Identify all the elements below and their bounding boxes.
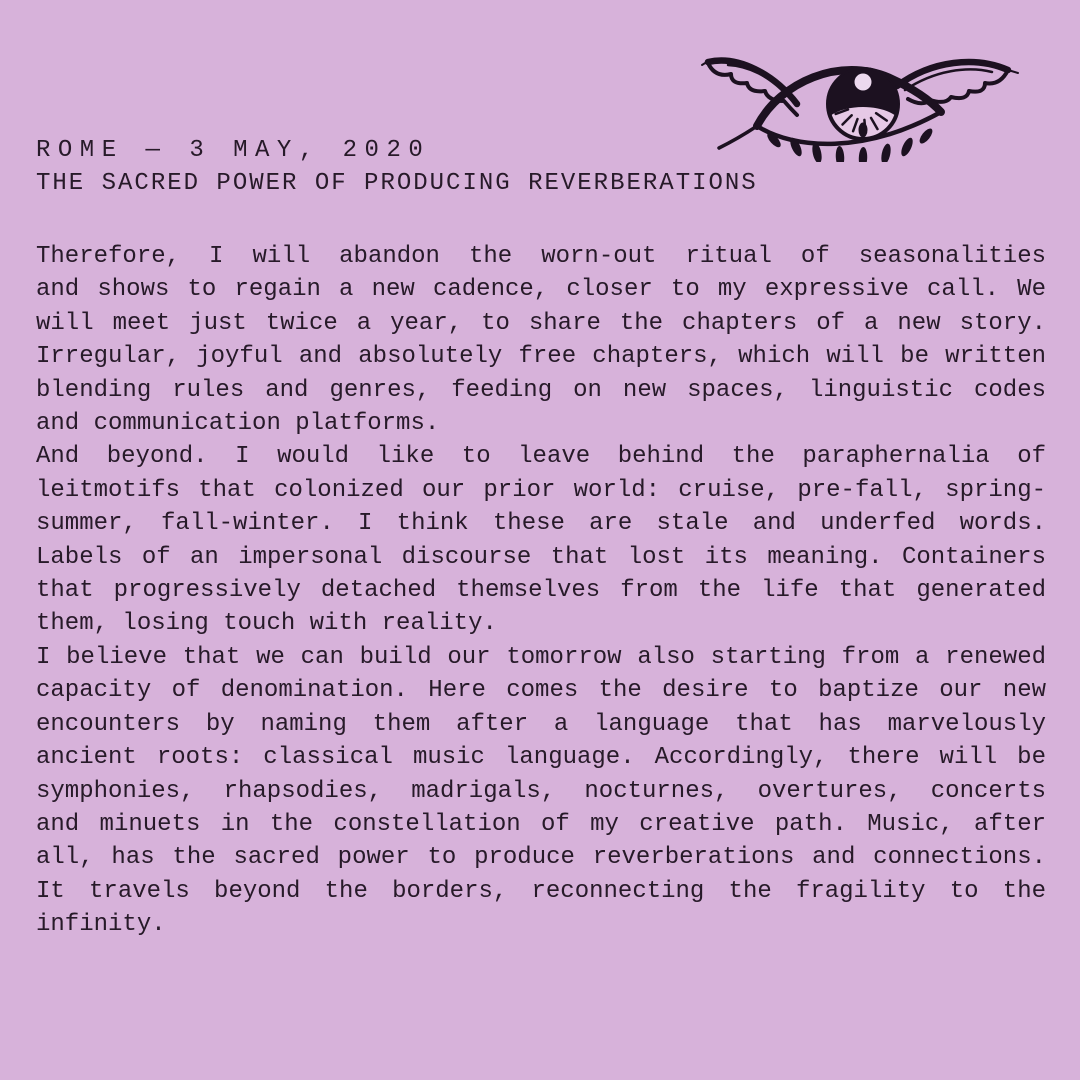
dateline: ROME — 3 MAY, 2020 bbox=[36, 137, 431, 164]
letter-line: summer, fall-winter. I think these are stale and underfed words. bbox=[36, 510, 1046, 538]
letter-body bbox=[36, 240, 1046, 942]
paragraph bbox=[36, 641, 1046, 942]
letter-line: infinity. bbox=[36, 911, 166, 939]
letter-line: blending rules and genres, feeding on new spaces, linguistic codes bbox=[36, 376, 1046, 404]
letter-header bbox=[36, 134, 1046, 201]
letter-line: and communication platforms. bbox=[36, 410, 440, 438]
letter-line: ancient roots: classical music language. Accordingly, there will be bbox=[36, 744, 1046, 772]
letter-line: all, has the sacred power to produce reverberations and connections. bbox=[36, 844, 1046, 872]
letter-line: capacity of denomination. Here comes the desire to baptize our new bbox=[36, 677, 1046, 705]
letter-line: Labels of an impersonal discourse that lost its meaning. Containers bbox=[36, 543, 1046, 571]
letter-line: It travels beyond the borders, reconnecting the fragility to the bbox=[36, 877, 1046, 905]
letter-line: encounters by naming them after a language that has marvelously bbox=[36, 710, 1046, 738]
letter-line: I believe that we can build our tomorrow also starting from a renewed bbox=[36, 643, 1046, 671]
letter-line: Therefore, I will abandon the worn-out ritual of seasonalities bbox=[36, 243, 1046, 270]
letter-line: and shows to regain a new cadence, closer to my expressive call. We bbox=[36, 276, 1046, 304]
letter-line: symphonies, rhapsodies, madrigals, nocturnes, overtures, concerts bbox=[36, 777, 1046, 805]
letter-line: and minuets in the constellation of my creative path. Music, after bbox=[36, 810, 1046, 838]
letter-line: them, losing touch with reality. bbox=[36, 610, 497, 638]
letter-line: And beyond. I would like to leave behind the paraphernalia of bbox=[36, 443, 1046, 471]
letter-line: that progressively detached themselves from the life that generated bbox=[36, 577, 1046, 605]
letter-line: leitmotifs that colonized our prior world: cruise, pre-fall, spring- bbox=[36, 476, 1046, 504]
letter-line: Irregular, joyful and absolutely free chapters, which will be written bbox=[36, 343, 1046, 371]
paragraph bbox=[36, 440, 1046, 640]
letter-title: THE SACRED POWER OF PRODUCING REVERBERATIONS bbox=[36, 170, 758, 198]
letter-line: will meet just twice a year, to share the chapters of a new story. bbox=[36, 309, 1046, 337]
paragraph bbox=[36, 240, 1046, 440]
